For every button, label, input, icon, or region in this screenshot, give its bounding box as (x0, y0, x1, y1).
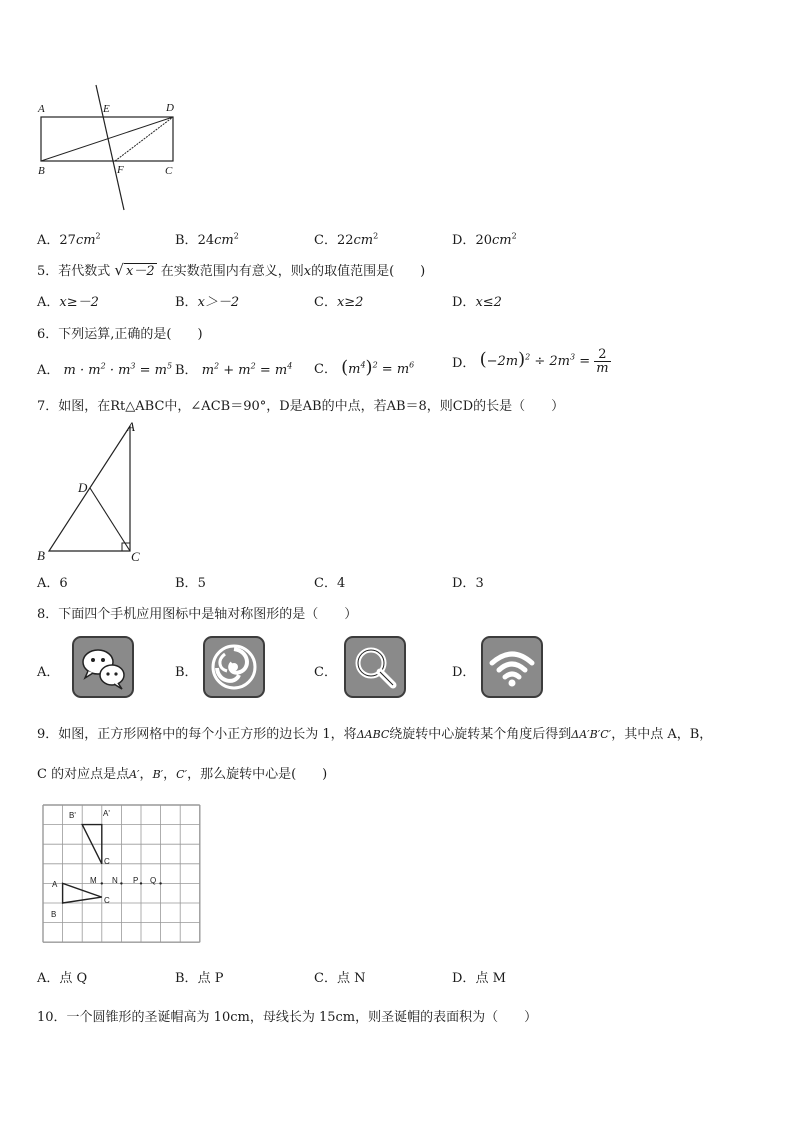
wifi-icon[interactable] (481, 636, 543, 698)
q7-label-b: B (37, 548, 45, 563)
q7-option-d[interactable]: D．3 (452, 576, 484, 591)
q6-option-d[interactable]: D． $(-2m)^2 \div 2m^3$ = $\frac{2}{m}$ (452, 347, 609, 376)
q9-option-b[interactable]: B．点 P (175, 971, 224, 986)
q9-option-c[interactable]: C．点 N (314, 971, 366, 986)
q9-label-a-prime: A' (103, 809, 110, 818)
point-m (101, 882, 103, 884)
q5-option-d[interactable]: D．x≤2 (452, 295, 502, 310)
q6-option-c[interactable]: C． $(m^4)^2 = m^6$ (314, 357, 415, 378)
q9-square-grid-figure (38, 800, 208, 950)
q4-label-f: F (117, 164, 124, 176)
q8-stem: 8．下面四个手机应用图标中是轴对称图形的是（ ） (37, 607, 358, 622)
q8-option-a-label[interactable]: A． (37, 665, 60, 680)
q7-option-b[interactable]: B．5 (175, 576, 206, 591)
q9-label-p: P (133, 876, 139, 885)
sqrt-expression: √ x－2 (114, 261, 155, 279)
q7-right-triangle-figure (40, 420, 150, 570)
q5-option-a[interactable]: A．x≥－2 (37, 295, 99, 310)
q5-stem: 5．若代数式 √ x－2 在实数范围内有意义，则x的取值范围是( ) (37, 261, 426, 279)
q6-option-b[interactable]: B． $m^2 + m^2 = m^4$ (175, 361, 293, 378)
q8-option-b-label[interactable]: B． (175, 665, 198, 680)
q6-stem: 6．下列运算,正确的是( ) (37, 327, 203, 342)
q8-option-c-label[interactable]: C． (314, 665, 337, 680)
q9-stem-line1: 9．如图，正方形网格中的每个小正方形的边长为 1，将ΔABC绕旋转中心旋转某个角度后得到ΔA′B′C′，其中点 A，B， (37, 727, 713, 742)
q4-label-a: A (38, 103, 45, 115)
q9-label-b: B (51, 910, 57, 919)
point-n (120, 882, 122, 884)
q4-label-b: B (38, 165, 45, 177)
wechat-icon[interactable] (72, 636, 134, 698)
q9-label-b-prime: B' (69, 811, 76, 820)
swirl-icon[interactable] (203, 636, 265, 698)
q7-stem: 7．如图，在Rt△ABC中，∠ACB＝90°，D是AB的中点，若AB＝8，则CD的长是（ ） (37, 399, 565, 414)
q9-label-c-prime: C (104, 857, 110, 866)
q9-label-q: Q (150, 876, 157, 885)
q4-option-b[interactable]: B．$24cm^2$ (175, 231, 239, 248)
search-magnifier-icon[interactable] (344, 636, 406, 698)
q9-label-c: C (104, 896, 110, 905)
q7-option-a[interactable]: A．6 (37, 576, 68, 591)
q8-option-d-label[interactable]: D． (452, 665, 476, 680)
q4-label-c: C (165, 165, 173, 177)
q4-label-d: D (166, 102, 174, 114)
q7-label-d: D (78, 480, 88, 495)
q4-option-c[interactable]: C．$22cm^2$ (314, 231, 379, 248)
q7-option-c[interactable]: C．4 (314, 576, 346, 591)
q6-expression-d: $(-2m)^2 \div 2m^3$ = $\frac{2}{m}$ (479, 347, 609, 376)
q4-rectangle-figure (30, 80, 200, 215)
q6-option-a[interactable]: A． $m \cdot m^2 \cdot m^3 = m^5$ (37, 361, 173, 378)
q10-stem: 10．一个圆锥形的圣诞帽高为 10cm，母线长为 15cm，则圣诞帽的表面积为（ ） (37, 1010, 538, 1025)
q9-label-n: N (112, 876, 118, 885)
q4-label-e: E (103, 103, 110, 115)
point-p (140, 882, 142, 884)
q5-option-c[interactable]: C．x≥2 (314, 295, 364, 310)
q9-label-m: M (90, 876, 97, 885)
point-q (159, 882, 161, 884)
q6-expression-b: $m^2 + m^2 = m^4$ (201, 361, 293, 378)
q6-expression-a: $m \cdot m^2 \cdot m^3 = m^5$ (63, 361, 173, 378)
q7-label-c: C (131, 549, 140, 564)
q9-option-d[interactable]: D．点 M (452, 971, 506, 986)
q6-expression-c: $(m^4)^2 = m^6$ (341, 357, 415, 378)
q9-stem-line2: C 的对应点是点A′，B′，C′，那么旋转中心是( ) (37, 767, 328, 782)
q4-option-d[interactable]: D．$20cm^2$ (452, 231, 517, 248)
q9-option-a[interactable]: A．点 Q (37, 971, 88, 986)
q9-label-a: A (52, 880, 58, 889)
q5-option-b[interactable]: B．x＞－2 (175, 295, 240, 310)
q4-option-a[interactable]: A．$27cm^2$ (37, 231, 101, 248)
q7-label-a: A (127, 419, 135, 434)
